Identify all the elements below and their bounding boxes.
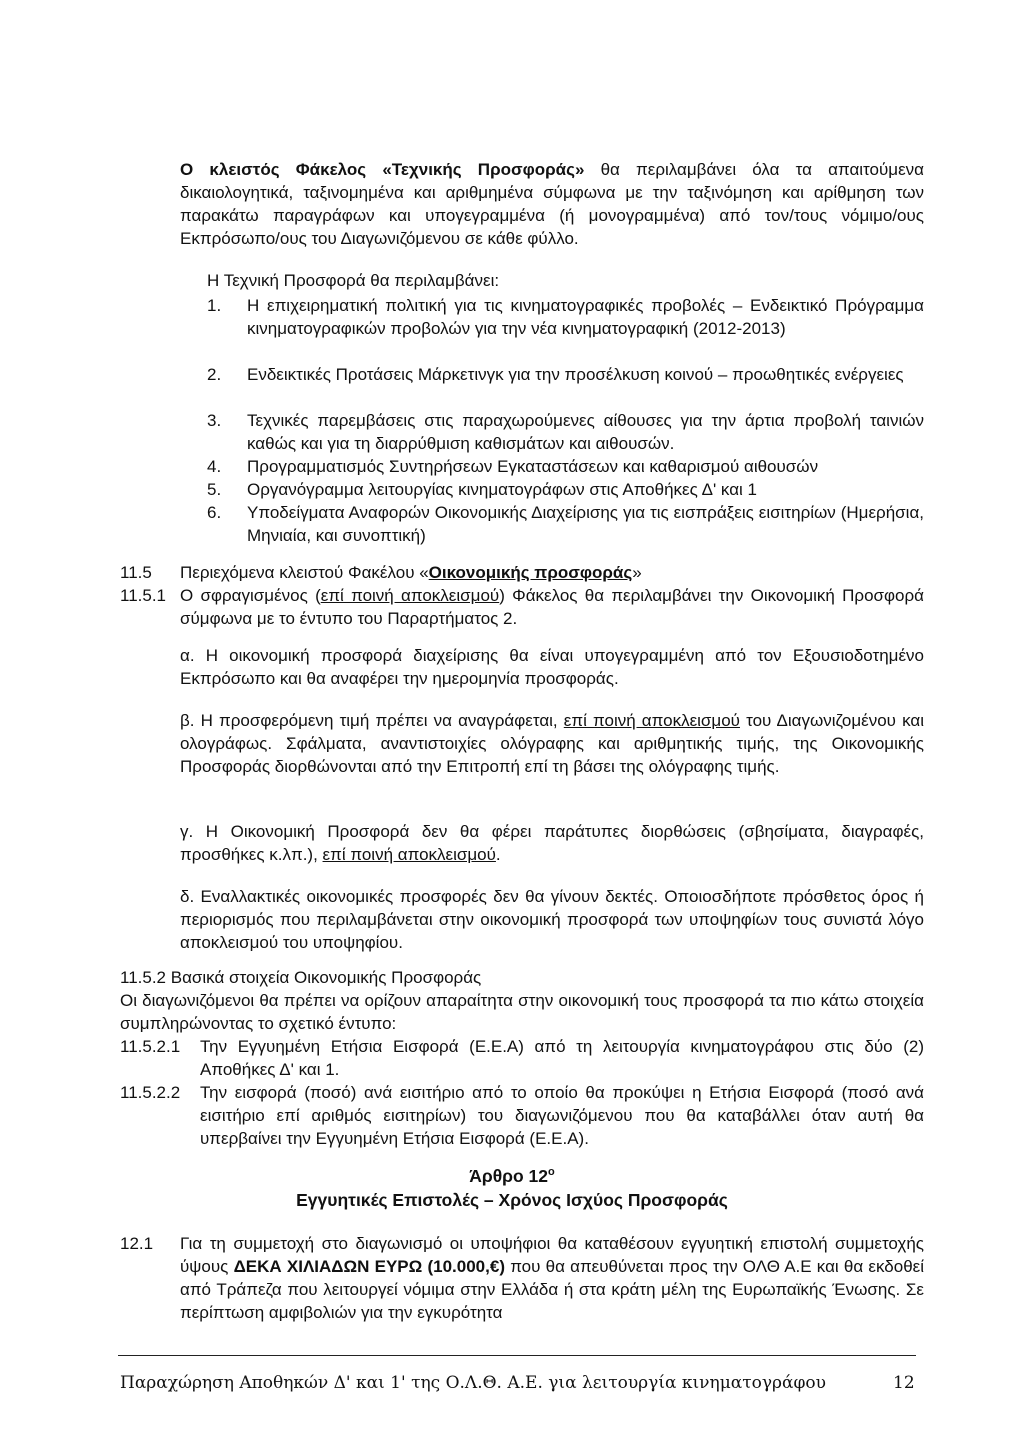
section-body-pre: Ο σφραγισμένος ( (180, 586, 321, 605)
article-title-text: Άρθρο 12 (469, 1166, 549, 1186)
section-number: 11.5 (120, 563, 152, 582)
section-11-5-2-title: 11.5.2 Βασικά στοιχεία Οικονομικής Προσφοράς (120, 968, 482, 987)
footer-text: Παραχώρηση Αποθηκών Δ' και 1' της Ο.Λ.Θ. Α.Ε. για λειτουργία κινηματογράφου (120, 1373, 826, 1393)
paragraph-b (180, 709, 924, 778)
paragraph-b-post: του Διαγωνιζομένου και ολογράφως. Σφάλματα, αναντιστοιχίες ολόγραφης και αριθμητικής τιμής, της Οικονομικής Προσφοράς διορθώνονται από την Επιτροπή επί τη βάσει της ολόγραφης τιμής. (180, 711, 924, 776)
section-title-underlined: Οικονομικής προσφοράς (428, 563, 633, 582)
paragraph-b-pre: β. Η προσφερόμενη τιμή πρέπει να αναγράφεται, (180, 711, 564, 730)
article-subtitle: Εγγυητικές Επιστολές – Χρόνος Ισχύος Προσφοράς (296, 1190, 728, 1210)
paragraph-d: δ. Εναλλακτικές οικονομικές προσφορές δεν θα γίνουν δεκτές. Οποιοσδήποτε πρόσθετος όρος ή περιορισμός που περιλαμβάνεται στην οικονομική προσφορά των υποψηφίων τους συνιστά λόγο αποκλεισμού του υποψηφίου. (180, 887, 924, 952)
paragraph-c-post: . (495, 845, 501, 864)
section-title-post: » (632, 563, 642, 582)
section-number: 12.1 (120, 1234, 154, 1253)
intro-lead: Ο κλειστός Φάκελος «Τεχνικής Προσφοράς» (180, 160, 585, 179)
intro-paragraph (180, 158, 924, 250)
section-body-amount: ΔΕΚΑ ΧΙΛΙΑΔΩΝ ΕΥΡΩ (10.000,€) (233, 1257, 505, 1276)
tech-offer-heading: Η Τεχνική Προσφορά θα περιλαμβάνει: (207, 271, 500, 290)
paragraph-c-underlined: επί ποινή αποκλεισμού (322, 845, 496, 864)
section-11-5-2-body: Οι διαγωνιζόμενοι θα πρέπει να ορίζουν απαραίτητα στην οικονομική τους προσφορά τα πιο κάτω στοιχεία συμπληρώνοντας το σχετικό έντυπο: (120, 991, 924, 1033)
list-item-number: 2. (207, 365, 222, 384)
footer-divider (118, 1355, 916, 1356)
article-title-sup: ο (548, 1166, 555, 1179)
list-item-number: 5. (207, 480, 222, 499)
article-title (0, 1165, 1024, 1188)
list-item-number: 4. (207, 457, 222, 476)
paragraph-c (180, 820, 924, 866)
list-item-text: Υποδείγματα Αναφορών Οικονομικής Διαχείρισης για τις εισπράξεις εισιτηρίων (Ημερήσια, Μηνιαία, και συνοπτική) (247, 503, 924, 545)
section-title-pre: Περιεχόμενα κλειστού Φακέλου « (180, 563, 429, 582)
section-number: 11.5.1 (120, 586, 167, 605)
list-item-text: Τεχνικές παρεμβάσεις στις παραχωρούμενες αίθουσες για την άρτια προβολή ταινιών καθώς και για τη διαρρύθμιση καθισμάτων και αιθουσών. (247, 411, 924, 453)
paragraph-a: α. Η οικονομική προσφορά διαχείρισης θα είναι υπογεγραμμένη από τον Εξουσιοδοτημένο Εκπρόσωπο και θα αναφέρει την ημερομηνία προσφοράς. (180, 646, 924, 688)
list-item-text: Οργανόγραμμα λειτουργίας κινηματογράφων στις Αποθήκες Δ' και 1 (247, 480, 757, 499)
section-body (180, 584, 924, 630)
section-body-underlined: επί ποινή αποκλεισμού (320, 586, 500, 605)
list-item-number: 1. (207, 296, 222, 315)
paragraph-c-pre: γ. Η Οικονομική Προσφορά δεν θα φέρει παράτυπες διορθώσεις (σβησίματα, διαγραφές, προσθήκες κ.λπ.), (180, 822, 924, 864)
list-item-text: Ενδεικτικές Προτάσεις Μάρκετινγκ για την προσέλκυση κοινού – προωθητικές ενέργειες (247, 365, 904, 384)
intro-rest: θα περιλαμβάνει όλα τα απαιτούμενα δικαιολογητικά, ταξινομημένα και αριθμημένα σύμφωνα με την ταξινόμηση και αρίθμηση των παρακάτω παραγράφων και υπογεγραμμένα (ή μονογραμμένα) από τον/τους νόμιμο/ους Εκπρόσωπο/ους του Διαγωνιζόμενου σε κάθε φύλλο. (180, 160, 924, 248)
list-item-number: 3. (207, 411, 222, 430)
section-item-text: Την εισφορά (ποσό) ανά εισιτήριο από το οποίο θα προκύψει η Ετήσια Εισφορά (ποσό ανά εισιτήριο επί αριθμός εισιτηρίων) του διαγωνιζόμενου που θα καταβάλλει όταν αυτή θα υπερβαίνει την Εγγυημένη Ετήσια Εισφορά (Ε.Ε.Α). (200, 1083, 924, 1148)
section-body (180, 1232, 924, 1324)
paragraph-b-underlined: επί ποινή αποκλεισμού (563, 711, 740, 730)
list-item-number: 6. (207, 503, 222, 522)
section-number: 11.5.2.2 (120, 1083, 181, 1102)
section-body-post: που θα απευθύνεται προς την ΟΛΘ Α.Ε και θα εκδοθεί από Τράπεζα που λειτουργεί νόμιμα στην Ελλάδα ή στα κράτη μέλη της Ευρωπαϊκής Ένωσης. Σε περίπτωση αμφιβολιών για την εγκυρότητα (180, 1257, 924, 1322)
section-number: 11.5.2.1 (120, 1037, 181, 1056)
list-item-text: Η επιχειρηματική πολιτική για τις κινηματογραφικές προβολές – Ενδεικτικό Πρόγραμμα κινηματογραφικών προβολών για την νέα κινηματογραφική (2012-2013) (247, 296, 924, 338)
section-body-post: ) Φάκελος θα περιλαμβάνει την Οικονομική Προσφορά σύμφωνα με το έντυπο του Παραρτήματος 2. (180, 586, 924, 628)
list-item-text: Προγραμματισμός Συντηρήσεων Εγκαταστάσεων και καθαρισμού αιθουσών (247, 457, 819, 476)
section-item-text: Την Εγγυημένη Ετήσια Εισφορά (Ε.Ε.Α) από τη λειτουργία κινηματογράφου στις δύο (2) Αποθήκες Δ' και 1. (200, 1037, 924, 1079)
section-body-pre: Για τη συμμετοχή στο διαγωνισμό οι υποψήφιοι θα καταθέσουν εγγυητική επιστολή συμμετοχής ύψους (180, 1234, 924, 1276)
page-number: 12 (893, 1373, 915, 1393)
section-title (180, 561, 924, 584)
